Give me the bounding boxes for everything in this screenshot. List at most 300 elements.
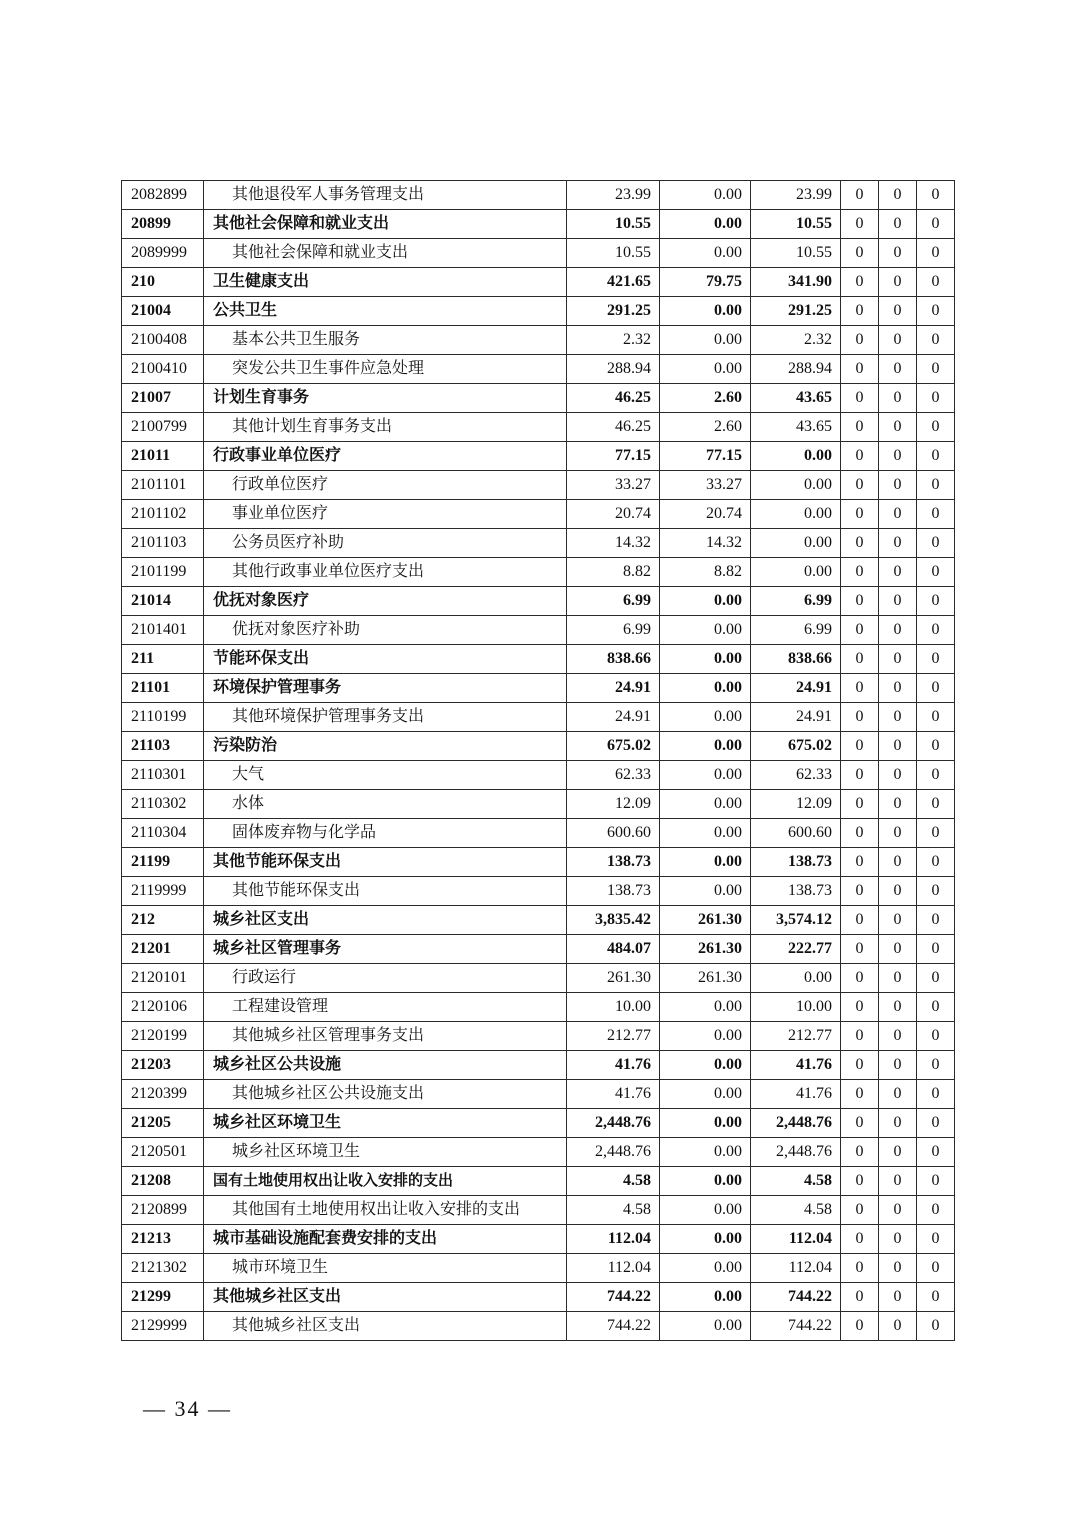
function-code-cell: 2119999 [122,877,204,906]
function-name-cell: 其他社会保障和就业支出 [204,210,567,239]
basic-expenditure-cell: 0.00 [660,1022,751,1051]
total-amount-cell: 291.25 [567,297,660,326]
zero-value-cell: 0 [841,442,879,471]
total-amount-cell: 14.32 [567,529,660,558]
zero-value-cell: 0 [841,964,879,993]
table-row [122,384,955,413]
table-row [122,790,955,819]
zero-value-cell: 0 [917,1283,955,1312]
project-expenditure-cell: 10.55 [751,239,841,268]
zero-value-cell: 0 [841,1022,879,1051]
function-name-cell: 其他节能环保支出 [204,848,567,877]
project-expenditure-cell: 41.76 [751,1051,841,1080]
total-amount-cell: 138.73 [567,877,660,906]
zero-value-cell: 0 [879,906,917,935]
total-amount-cell: 33.27 [567,471,660,500]
table-row [122,1022,955,1051]
basic-expenditure-cell: 20.74 [660,500,751,529]
zero-value-cell: 0 [841,819,879,848]
basic-expenditure-cell: 0.00 [660,790,751,819]
function-code-cell: 211 [122,645,204,674]
basic-expenditure-cell: 0.00 [660,1167,751,1196]
zero-value-cell: 0 [917,587,955,616]
function-code-cell: 2120106 [122,993,204,1022]
project-expenditure-cell: 23.99 [751,181,841,210]
basic-expenditure-cell: 0.00 [660,732,751,761]
zero-value-cell: 0 [841,500,879,529]
function-name-cell: 工程建设管理 [204,993,567,1022]
function-code-cell: 2110304 [122,819,204,848]
function-name-cell: 其他社会保障和就业支出 [204,239,567,268]
zero-value-cell: 0 [879,1254,917,1283]
project-expenditure-cell: 4.58 [751,1167,841,1196]
zero-value-cell: 0 [879,413,917,442]
zero-value-cell: 0 [841,268,879,297]
zero-value-cell: 0 [841,703,879,732]
zero-value-cell: 0 [841,297,879,326]
project-expenditure-cell: 0.00 [751,964,841,993]
function-name-cell: 环境保护管理事务 [204,674,567,703]
basic-expenditure-cell: 0.00 [660,355,751,384]
zero-value-cell: 0 [879,297,917,326]
function-name-cell: 优抚对象医疗 [204,587,567,616]
project-expenditure-cell: 41.76 [751,1080,841,1109]
total-amount-cell: 46.25 [567,413,660,442]
zero-value-cell: 0 [841,413,879,442]
zero-value-cell: 0 [879,1196,917,1225]
table-row [122,819,955,848]
function-code-cell: 2100408 [122,326,204,355]
zero-value-cell: 0 [917,1138,955,1167]
zero-value-cell: 0 [841,877,879,906]
zero-value-cell: 0 [917,674,955,703]
total-amount-cell: 2,448.76 [567,1138,660,1167]
zero-value-cell: 0 [841,906,879,935]
project-expenditure-cell: 744.22 [751,1283,841,1312]
project-expenditure-cell: 0.00 [751,500,841,529]
table-row [122,442,955,471]
total-amount-cell: 4.58 [567,1196,660,1225]
table-row [122,1312,955,1341]
function-name-cell: 行政事业单位医疗 [204,442,567,471]
function-code-cell: 21201 [122,935,204,964]
function-code-cell: 2101101 [122,471,204,500]
project-expenditure-cell: 212.77 [751,1022,841,1051]
function-code-cell: 21299 [122,1283,204,1312]
project-expenditure-cell: 744.22 [751,1312,841,1341]
function-code-cell: 21007 [122,384,204,413]
project-expenditure-cell: 341.90 [751,268,841,297]
basic-expenditure-cell: 0.00 [660,819,751,848]
total-amount-cell: 421.65 [567,268,660,297]
basic-expenditure-cell: 0.00 [660,297,751,326]
total-amount-cell: 212.77 [567,1022,660,1051]
zero-value-cell: 0 [917,1080,955,1109]
zero-value-cell: 0 [879,1225,917,1254]
function-name-cell: 节能环保支出 [204,645,567,674]
table-row [122,674,955,703]
zero-value-cell: 0 [917,790,955,819]
zero-value-cell: 0 [917,384,955,413]
table-row [122,587,955,616]
table-row [122,268,955,297]
basic-expenditure-cell: 14.32 [660,529,751,558]
function-name-cell: 城乡社区环境卫生 [204,1138,567,1167]
table-row [122,413,955,442]
zero-value-cell: 0 [841,1109,879,1138]
zero-value-cell: 0 [879,384,917,413]
total-amount-cell: 41.76 [567,1051,660,1080]
function-name-cell: 国有土地使用权出让收入安排的支出 [204,1167,567,1196]
zero-value-cell: 0 [879,732,917,761]
function-name-cell: 水体 [204,790,567,819]
project-expenditure-cell: 10.00 [751,993,841,1022]
project-expenditure-cell: 288.94 [751,355,841,384]
function-code-cell: 21014 [122,587,204,616]
zero-value-cell: 0 [879,1051,917,1080]
table-row [122,500,955,529]
basic-expenditure-cell: 0.00 [660,326,751,355]
total-amount-cell: 288.94 [567,355,660,384]
total-amount-cell: 41.76 [567,1080,660,1109]
function-name-cell: 其他城乡社区公共设施支出 [204,1080,567,1109]
function-code-cell: 2120199 [122,1022,204,1051]
zero-value-cell: 0 [841,355,879,384]
table-row [122,1283,955,1312]
zero-value-cell: 0 [917,1167,955,1196]
total-amount-cell: 112.04 [567,1225,660,1254]
function-name-cell: 城乡社区管理事务 [204,935,567,964]
zero-value-cell: 0 [879,761,917,790]
total-amount-cell: 2.32 [567,326,660,355]
zero-value-cell: 0 [879,558,917,587]
function-name-cell: 其他城乡社区支出 [204,1283,567,1312]
total-amount-cell: 8.82 [567,558,660,587]
project-expenditure-cell: 112.04 [751,1254,841,1283]
table-row [122,877,955,906]
project-expenditure-cell: 24.91 [751,703,841,732]
zero-value-cell: 0 [917,558,955,587]
table-row [122,1196,955,1225]
function-code-cell: 21213 [122,1225,204,1254]
function-code-cell: 2120501 [122,1138,204,1167]
zero-value-cell: 0 [841,790,879,819]
function-code-cell: 2100799 [122,413,204,442]
zero-value-cell: 0 [841,529,879,558]
function-code-cell: 2089999 [122,239,204,268]
project-expenditure-cell: 0.00 [751,442,841,471]
function-code-cell: 2110302 [122,790,204,819]
zero-value-cell: 0 [917,326,955,355]
total-amount-cell: 12.09 [567,790,660,819]
zero-value-cell: 0 [879,587,917,616]
zero-value-cell: 0 [879,1167,917,1196]
function-name-cell: 计划生育事务 [204,384,567,413]
project-expenditure-cell: 10.55 [751,210,841,239]
total-amount-cell: 24.91 [567,703,660,732]
basic-expenditure-cell: 0.00 [660,1138,751,1167]
basic-expenditure-cell: 0.00 [660,210,751,239]
zero-value-cell: 0 [879,935,917,964]
table-row [122,326,955,355]
zero-value-cell: 0 [879,877,917,906]
basic-expenditure-cell: 79.75 [660,268,751,297]
function-name-cell: 公务员医疗补助 [204,529,567,558]
function-code-cell: 2110301 [122,761,204,790]
total-amount-cell: 6.99 [567,616,660,645]
basic-expenditure-cell: 0.00 [660,616,751,645]
basic-expenditure-cell: 0.00 [660,1312,751,1341]
zero-value-cell: 0 [917,732,955,761]
project-expenditure-cell: 838.66 [751,645,841,674]
table-row [122,239,955,268]
project-expenditure-cell: 24.91 [751,674,841,703]
zero-value-cell: 0 [879,1138,917,1167]
basic-expenditure-cell: 261.30 [660,935,751,964]
basic-expenditure-cell: 0.00 [660,1051,751,1080]
zero-value-cell: 0 [917,442,955,471]
total-amount-cell: 3,835.42 [567,906,660,935]
basic-expenditure-cell: 261.30 [660,906,751,935]
zero-value-cell: 0 [917,848,955,877]
total-amount-cell: 675.02 [567,732,660,761]
basic-expenditure-cell: 0.00 [660,703,751,732]
zero-value-cell: 0 [841,1225,879,1254]
table-row [122,529,955,558]
zero-value-cell: 0 [879,326,917,355]
table-row [122,1225,955,1254]
function-code-cell: 21004 [122,297,204,326]
total-amount-cell: 261.30 [567,964,660,993]
zero-value-cell: 0 [917,761,955,790]
zero-value-cell: 0 [841,1254,879,1283]
zero-value-cell: 0 [917,355,955,384]
zero-value-cell: 0 [917,529,955,558]
basic-expenditure-cell: 0.00 [660,181,751,210]
project-expenditure-cell: 675.02 [751,732,841,761]
function-code-cell: 2101401 [122,616,204,645]
function-name-cell: 城乡社区支出 [204,906,567,935]
project-expenditure-cell: 4.58 [751,1196,841,1225]
basic-expenditure-cell: 0.00 [660,1254,751,1283]
function-code-cell: 2101199 [122,558,204,587]
zero-value-cell: 0 [917,297,955,326]
function-name-cell: 固体废弃物与化学品 [204,819,567,848]
zero-value-cell: 0 [917,1196,955,1225]
zero-value-cell: 0 [841,384,879,413]
zero-value-cell: 0 [879,993,917,1022]
function-name-cell: 其他国有土地使用权出让收入安排的支出 [204,1196,567,1225]
zero-value-cell: 0 [841,239,879,268]
basic-expenditure-cell: 8.82 [660,558,751,587]
total-amount-cell: 4.58 [567,1167,660,1196]
zero-value-cell: 0 [917,645,955,674]
basic-expenditure-cell: 2.60 [660,384,751,413]
table-row [122,210,955,239]
table-row [122,1109,955,1138]
function-code-cell: 20899 [122,210,204,239]
zero-value-cell: 0 [917,935,955,964]
total-amount-cell: 24.91 [567,674,660,703]
zero-value-cell: 0 [841,1312,879,1341]
zero-value-cell: 0 [841,210,879,239]
total-amount-cell: 10.55 [567,210,660,239]
function-name-cell: 其他退役军人事务管理支出 [204,181,567,210]
function-name-cell: 城乡社区公共设施 [204,1051,567,1080]
basic-expenditure-cell: 0.00 [660,1283,751,1312]
project-expenditure-cell: 0.00 [751,471,841,500]
zero-value-cell: 0 [841,674,879,703]
zero-value-cell: 0 [879,210,917,239]
function-code-cell: 2121302 [122,1254,204,1283]
table-row [122,848,955,877]
zero-value-cell: 0 [917,239,955,268]
basic-expenditure-cell: 0.00 [660,587,751,616]
basic-expenditure-cell: 0.00 [660,239,751,268]
zero-value-cell: 0 [879,1312,917,1341]
zero-value-cell: 0 [917,703,955,732]
total-amount-cell: 20.74 [567,500,660,529]
zero-value-cell: 0 [917,1051,955,1080]
total-amount-cell: 77.15 [567,442,660,471]
function-name-cell: 优抚对象医疗补助 [204,616,567,645]
basic-expenditure-cell: 0.00 [660,761,751,790]
table-row [122,355,955,384]
project-expenditure-cell: 6.99 [751,616,841,645]
function-code-cell: 21205 [122,1109,204,1138]
table-row [122,906,955,935]
function-code-cell: 2120899 [122,1196,204,1225]
table-row [122,1254,955,1283]
total-amount-cell: 10.55 [567,239,660,268]
table-row [122,761,955,790]
function-code-cell: 2100410 [122,355,204,384]
zero-value-cell: 0 [879,355,917,384]
zero-value-cell: 0 [841,1167,879,1196]
zero-value-cell: 0 [917,819,955,848]
total-amount-cell: 10.00 [567,993,660,1022]
function-name-cell: 突发公共卫生事件应急处理 [204,355,567,384]
zero-value-cell: 0 [841,1196,879,1225]
zero-value-cell: 0 [879,181,917,210]
zero-value-cell: 0 [841,1138,879,1167]
zero-value-cell: 0 [917,964,955,993]
table-row [122,181,955,210]
project-expenditure-cell: 3,574.12 [751,906,841,935]
zero-value-cell: 0 [841,935,879,964]
project-expenditure-cell: 112.04 [751,1225,841,1254]
function-name-cell: 其他行政事业单位医疗支出 [204,558,567,587]
page-number: — 34 — [143,1396,232,1421]
function-name-cell: 基本公共卫生服务 [204,326,567,355]
total-amount-cell: 744.22 [567,1312,660,1341]
total-amount-cell: 6.99 [567,587,660,616]
table-row [122,645,955,674]
function-code-cell: 21208 [122,1167,204,1196]
total-amount-cell: 484.07 [567,935,660,964]
function-name-cell: 大气 [204,761,567,790]
basic-expenditure-cell: 0.00 [660,1225,751,1254]
zero-value-cell: 0 [879,645,917,674]
zero-value-cell: 0 [917,181,955,210]
project-expenditure-cell: 2.32 [751,326,841,355]
zero-value-cell: 0 [917,877,955,906]
table-row [122,703,955,732]
zero-value-cell: 0 [841,645,879,674]
function-name-cell: 污染防治 [204,732,567,761]
budget-table [121,180,955,1341]
zero-value-cell: 0 [917,268,955,297]
zero-value-cell: 0 [917,993,955,1022]
zero-value-cell: 0 [917,1109,955,1138]
function-name-cell: 城市基础设施配套费安排的支出 [204,1225,567,1254]
basic-expenditure-cell: 261.30 [660,964,751,993]
zero-value-cell: 0 [879,848,917,877]
zero-value-cell: 0 [917,471,955,500]
zero-value-cell: 0 [879,268,917,297]
zero-value-cell: 0 [841,993,879,1022]
total-amount-cell: 2,448.76 [567,1109,660,1138]
zero-value-cell: 0 [917,906,955,935]
table-row [122,1138,955,1167]
basic-expenditure-cell: 77.15 [660,442,751,471]
zero-value-cell: 0 [841,181,879,210]
function-code-cell: 21101 [122,674,204,703]
function-code-cell: 21199 [122,848,204,877]
zero-value-cell: 0 [917,413,955,442]
zero-value-cell: 0 [917,210,955,239]
function-code-cell: 2120101 [122,964,204,993]
zero-value-cell: 0 [879,1109,917,1138]
function-name-cell: 其他节能环保支出 [204,877,567,906]
project-expenditure-cell: 2,448.76 [751,1109,841,1138]
zero-value-cell: 0 [841,558,879,587]
zero-value-cell: 0 [841,471,879,500]
table-row [122,1051,955,1080]
function-code-cell: 2082899 [122,181,204,210]
table-row [122,935,955,964]
basic-expenditure-cell: 0.00 [660,1196,751,1225]
project-expenditure-cell: 222.77 [751,935,841,964]
total-amount-cell: 62.33 [567,761,660,790]
zero-value-cell: 0 [879,674,917,703]
zero-value-cell: 0 [879,1283,917,1312]
function-name-cell: 城市环境卫生 [204,1254,567,1283]
zero-value-cell: 0 [841,1080,879,1109]
project-expenditure-cell: 62.33 [751,761,841,790]
function-code-cell: 2101103 [122,529,204,558]
function-name-cell: 公共卫生 [204,297,567,326]
basic-expenditure-cell: 33.27 [660,471,751,500]
zero-value-cell: 0 [841,326,879,355]
total-amount-cell: 744.22 [567,1283,660,1312]
zero-value-cell: 0 [879,819,917,848]
project-expenditure-cell: 0.00 [751,529,841,558]
basic-expenditure-cell: 0.00 [660,1109,751,1138]
function-name-cell: 其他城乡社区支出 [204,1312,567,1341]
table-row [122,471,955,500]
zero-value-cell: 0 [917,1312,955,1341]
basic-expenditure-cell: 0.00 [660,1080,751,1109]
zero-value-cell: 0 [879,500,917,529]
project-expenditure-cell: 2,448.76 [751,1138,841,1167]
zero-value-cell: 0 [879,703,917,732]
function-name-cell: 城乡社区环境卫生 [204,1109,567,1138]
table-row [122,1080,955,1109]
project-expenditure-cell: 43.65 [751,384,841,413]
zero-value-cell: 0 [917,1022,955,1051]
total-amount-cell: 600.60 [567,819,660,848]
